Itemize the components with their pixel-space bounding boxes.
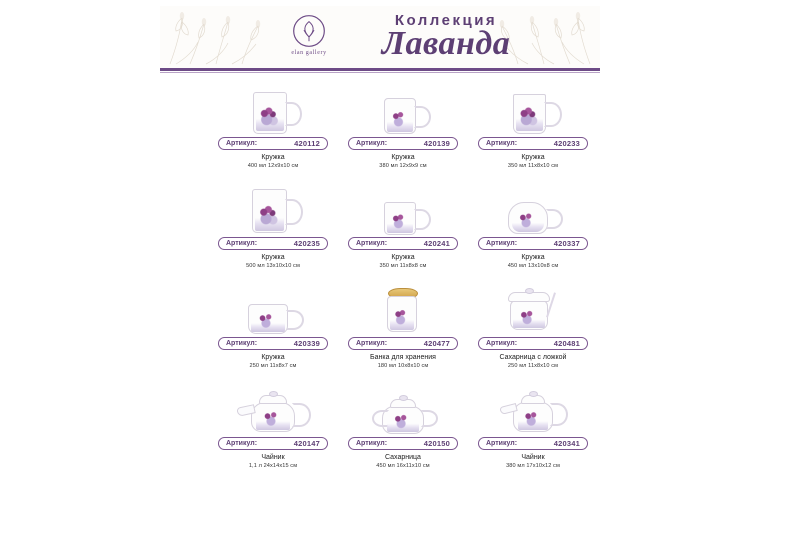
article-code: 420481 — [553, 339, 580, 348]
brand-logo — [270, 14, 348, 56]
article-code: 420337 — [553, 239, 580, 248]
article-code: 420341 — [553, 439, 580, 448]
article-badge — [478, 437, 588, 450]
product-name: Кружка — [261, 254, 285, 261]
collection-title — [356, 12, 536, 61]
product-name: Кружка — [391, 254, 415, 261]
product-card[interactable] — [468, 280, 598, 380]
product-spec: 180 мл 10х8х10 см — [377, 363, 429, 369]
brand-emblem-icon — [292, 14, 326, 48]
product-image — [208, 280, 338, 336]
mug-tall-illustration — [244, 186, 302, 236]
product-image — [468, 280, 598, 336]
article-code: 420241 — [423, 239, 450, 248]
article-badge — [348, 437, 458, 450]
article-badge — [218, 237, 328, 250]
article-code: 420150 — [423, 439, 450, 448]
product-spec: 380 мл 17х10х12 см — [506, 463, 560, 469]
brand-name: elan gallery — [291, 50, 327, 56]
product-spec: 350 мл 11х8х8 см — [379, 263, 427, 269]
product-card[interactable] — [338, 380, 468, 480]
mug-tall-illustration — [245, 88, 301, 136]
article-label: Артикул: — [356, 440, 388, 447]
product-image — [468, 180, 598, 236]
article-badge — [348, 137, 458, 150]
product-name: Кружка — [261, 354, 285, 361]
product-card[interactable] — [208, 380, 338, 480]
product-card[interactable] — [208, 80, 338, 180]
article-code: 420339 — [293, 339, 320, 348]
product-spec: 500 мл 13х10х10 см — [246, 263, 300, 269]
product-spec: 400 мл 12х9х10 см — [247, 163, 299, 169]
sugar-bowl-illustration — [366, 390, 440, 436]
article-label: Артикул: — [486, 240, 518, 247]
product-image — [208, 380, 338, 436]
product-name: Кружка — [261, 154, 285, 161]
article-label: Артикул: — [356, 240, 388, 247]
product-image — [468, 380, 598, 436]
article-label: Артикул: — [486, 140, 518, 147]
product-name: Чайник — [521, 454, 545, 461]
article-badge — [218, 437, 328, 450]
product-spec: 380 мл 12х9х9 см — [379, 163, 427, 169]
article-badge — [478, 337, 588, 350]
product-name: Сахарница — [385, 454, 421, 461]
teapot-large-illustration — [233, 388, 313, 436]
product-name: Чайник — [261, 454, 285, 461]
article-badge — [218, 337, 328, 350]
header-divider — [160, 68, 600, 71]
mug-barrel-illustration — [375, 90, 431, 136]
product-card[interactable] — [468, 380, 598, 480]
article-code: 420235 — [293, 239, 320, 248]
storage-jar-illustration — [378, 286, 428, 336]
product-spec: 250 мл 11х8х10 см — [507, 363, 559, 369]
product-spec: 350 мл 11х8х10 см — [507, 163, 559, 169]
article-badge — [218, 137, 328, 150]
article-label: Артикул: — [486, 440, 518, 447]
collection-title-big: Лаванда — [381, 25, 511, 62]
product-card[interactable] — [468, 80, 598, 180]
product-card[interactable] — [208, 280, 338, 380]
article-label: Артикул: — [226, 240, 258, 247]
article-label: Артикул: — [226, 140, 258, 147]
product-name: Банка для хранения — [370, 354, 436, 361]
article-code: 420139 — [423, 139, 450, 148]
article-badge — [348, 337, 458, 350]
product-image — [338, 80, 468, 136]
header-divider-thin — [160, 72, 600, 73]
sugar-bowl-with-spoon-illustration — [502, 286, 564, 336]
catalog-header — [160, 6, 600, 78]
product-image — [338, 380, 468, 436]
collection-title-small: Коллекция — [394, 12, 498, 29]
article-code: 420147 — [293, 439, 320, 448]
product-card[interactable] — [468, 180, 598, 280]
article-label: Артикул: — [226, 440, 258, 447]
product-image — [338, 180, 468, 236]
article-label: Артикул: — [226, 340, 258, 347]
product-image — [208, 180, 338, 236]
product-card[interactable] — [338, 280, 468, 380]
article-badge — [478, 237, 588, 250]
article-label: Артикул: — [486, 340, 518, 347]
product-name: Кружка — [391, 154, 415, 161]
lavender-sprig-icon-left — [162, 8, 282, 66]
mug-squat-illustration — [376, 192, 430, 236]
article-label: Артикул: — [356, 140, 388, 147]
teapot-small-illustration — [497, 388, 569, 436]
product-grid — [208, 80, 598, 480]
product-image — [468, 80, 598, 136]
product-spec: 250 мл 11х8х7 см — [249, 363, 297, 369]
mug-flare-illustration — [505, 88, 561, 136]
article-code: 420233 — [553, 139, 580, 148]
product-spec: 450 мл 16х11х10 см — [376, 463, 430, 469]
product-spec: 450 мл 13х10х8 см — [507, 263, 559, 269]
product-name: Сахарница с ложкой — [499, 354, 567, 361]
article-code: 420112 — [294, 139, 320, 148]
product-card[interactable] — [338, 80, 468, 180]
product-name: Кружка — [521, 154, 545, 161]
article-badge — [348, 237, 458, 250]
article-label: Артикул: — [356, 340, 388, 347]
product-name: Кружка — [521, 254, 545, 261]
mug-wide-illustration — [242, 292, 304, 336]
article-code: 420477 — [423, 339, 450, 348]
article-badge — [478, 137, 588, 150]
mug-round-illustration — [502, 192, 564, 236]
product-image — [208, 80, 338, 136]
product-card[interactable] — [338, 180, 468, 280]
product-image — [338, 280, 468, 336]
product-spec: 1,1 л 24х14х15 см — [248, 463, 298, 469]
product-card[interactable] — [208, 180, 338, 280]
